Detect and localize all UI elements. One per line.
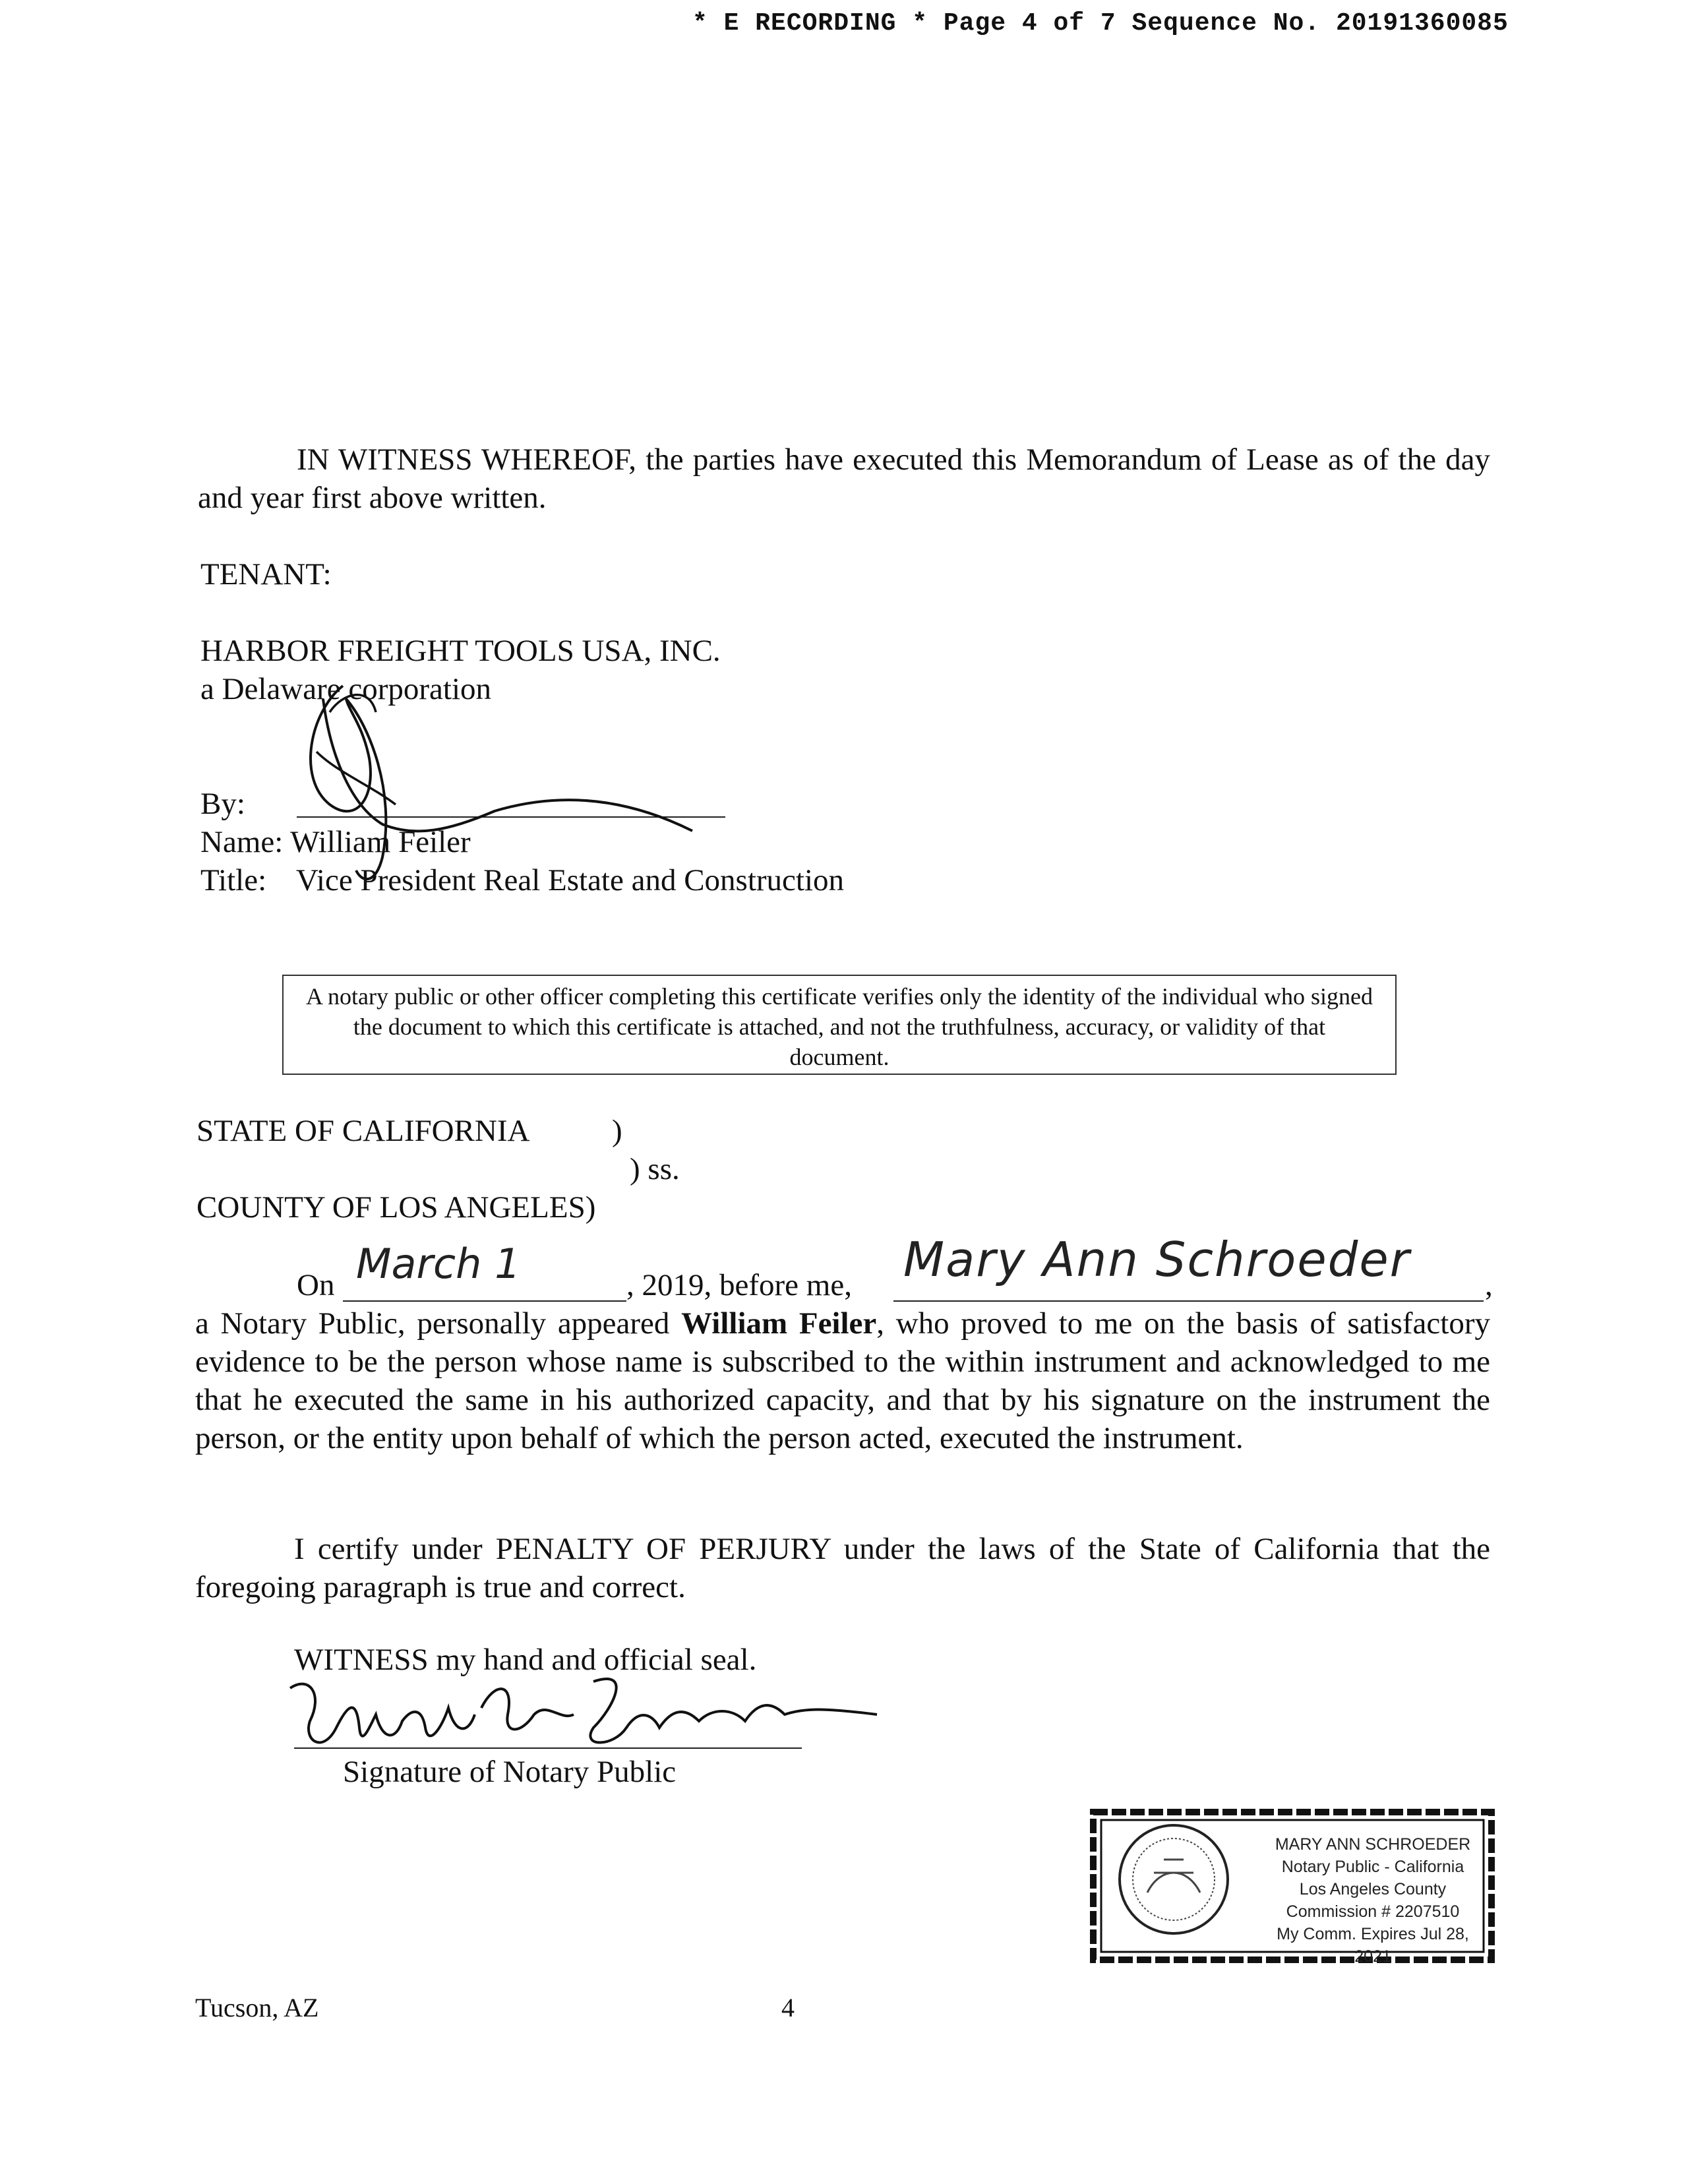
name-label: Name:: [200, 825, 284, 859]
notary-notice-box: [282, 975, 1397, 1075]
stamp-text: [1261, 1833, 1485, 1968]
tenant-company: HARBOR FREIGHT TOOLS USA, INC.: [200, 634, 721, 668]
ack-signer-name: William Feiler: [681, 1306, 877, 1341]
recording-header: * E RECORDING * Page 4 of 7 Sequence No. 20191360085: [692, 9, 1509, 38]
acknowledgment-comma: ,: [1485, 1268, 1493, 1302]
notary-signature-line: [294, 1747, 802, 1749]
venue-county: COUNTY OF LOS ANGELES): [196, 1190, 596, 1225]
signer-name: William Feiler: [290, 825, 471, 859]
perjury-certification: I certify under PENALTY OF PERJURY under the laws of the State of California that the foregoing paragraph is true and correct.: [195, 1532, 1490, 1604]
stamp-expiry: My Comm. Expires Jul 28, 2021: [1277, 1925, 1469, 1966]
date-fill-line: [343, 1300, 626, 1302]
venue-state-paren: ): [612, 1114, 622, 1148]
stamp-commission: Commission # 2207510: [1286, 1902, 1460, 1921]
footer-page-number: 4: [781, 1993, 795, 2022]
handwritten-date: March 1: [356, 1240, 521, 1288]
acknowledgment-year: , 2019, before me,: [626, 1268, 852, 1302]
notary-name-fill-line: [893, 1300, 1484, 1302]
acknowledgment-on: On: [297, 1268, 335, 1302]
notary-signature-label: Signature of Notary Public: [343, 1755, 677, 1789]
venue-state: STATE OF CALIFORNIA: [196, 1114, 530, 1148]
stamp-title: Notary Public - California: [1281, 1858, 1464, 1876]
tenant-label: TENANT:: [200, 557, 332, 592]
stamp-county: Los Angeles County: [1299, 1880, 1447, 1898]
witness-seal-line: WITNESS my hand and official seal.: [294, 1643, 757, 1677]
handwritten-notary-name: Mary Ann Schroeder: [903, 1232, 1411, 1287]
acknowledgment-body: [195, 1304, 1490, 1457]
witness-clause: IN WITNESS WHEREOF, the parties have executed this Memorandum of Lease as of the day and year first above written.: [198, 442, 1490, 515]
stamp-name: MARY ANN SCHROEDER: [1275, 1835, 1471, 1854]
ack-body-prefix: a Notary Public, personally appeared: [195, 1306, 682, 1341]
notary-notice-text: A notary public or other officer completing this certificate verifies only the identity of the individual who signed the document to which this certificate is attached, and not the truthfulness, accuracy, or validity of that document.: [306, 983, 1373, 1070]
by-label: By:: [200, 787, 245, 821]
notary-seal-stamp: [1088, 1807, 1497, 1965]
tenant-signature: [284, 673, 706, 897]
venue-ss: ) ss.: [630, 1152, 680, 1186]
signer-title: Vice President Real Estate and Construction: [295, 863, 845, 897]
title-label: Title:: [200, 863, 267, 897]
ack-body-suffix: , who proved to me on the basis of satisfactory evidence to be the person whose name is subscribed to the within instrument and acknowledged to me that he executed the same in his authorized capacity, and that by his signature on the instrument the person, or the entity upon behalf of which the person acted, executed the instrument.: [195, 1306, 1490, 1455]
tenant-entity-type: a Delaware corporation: [200, 672, 492, 706]
footer-location: Tucson, AZ: [195, 1993, 319, 2022]
